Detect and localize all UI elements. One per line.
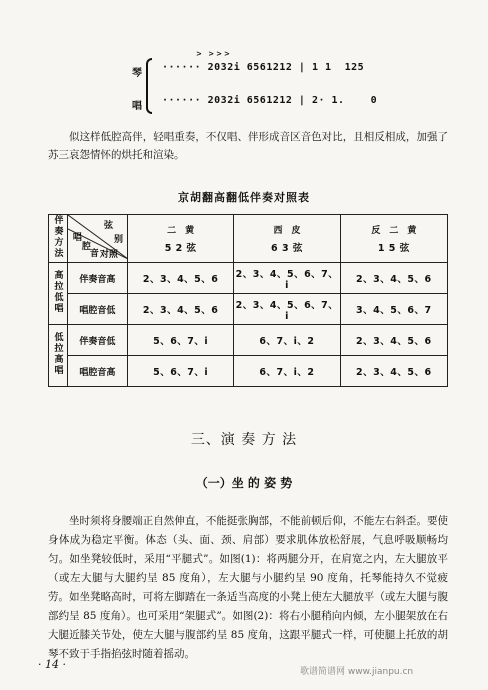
paragraph-2: 坐时须将身腰端正自然伸直，不能挺张胸部，不能前顿后仰，不能左右斜歪。要使身体成为稳定平衡。体态（头、面、颈、肩部）要求肌体放松舒展，气息呼吸顺畅均匀。如坐凳较低时，采用“平腿式”。如图(1)：将两腿分开，在肩宽之内，左大腿放平（或左大腿与大腿约呈 85 度角），左大腿与小腿约呈 90 度角，托琴能持久不觉疲劳。如坐凳略高时，可将左脚踏在一条适当高度的小凳上使左大腿放平（或左大腿与腹部约呈 85 度角）。也可采用“架腿式”。如图(2)：将右小腿稍向内倾，左小腿架放在右大腿近膝关节处，使左大腿与腹部约呈 85 度角，这跟平腿式一样，可使腿上托放的胡琴不致于手指掐弦时随着摇动。 [48,515,448,660]
comparison-table [48,214,448,387]
corner-duizhao: 对照 [99,250,118,260]
table-cell: 2、3、4、5、6、7、i [234,263,340,294]
header-fanerhuang: 反 二 黄 1 5 弦 [340,215,447,263]
row-label: 唱腔音低 [67,294,127,325]
section-title: 三、演 奏 方 法 [190,432,298,448]
corner-cell [67,215,127,263]
table-cell: 2、3、4、5、6 [340,356,447,387]
page-number: · 14 · [38,658,66,671]
corner-left-col: 伴奏方法 [49,215,68,263]
corner-bie: 别 [113,235,123,245]
table-cell: 2、3、4、5、6 [127,294,233,325]
table-cell: 2、3、4、5、6 [340,263,447,294]
group-high-low: 高拉低唱 [49,263,68,325]
corner-chang: 唱 [72,233,82,243]
table-cell: 2、3、4、5、6 [340,325,447,356]
row-label: 唱腔音高 [67,356,127,387]
score-lower-label: 唱 [132,101,142,112]
group-low-high: 低拉高唱 [49,325,68,387]
score-brace [146,58,152,114]
table-cell: 2、3、4、5、6、7、i [234,294,340,325]
corner-yin: 音 [89,249,99,259]
table-cell: 3、4、5、6、7 [340,294,447,325]
table-cell: 6、7、i、2 [234,356,340,387]
table-title: 京胡翻高翻低伴奏对照表 [178,191,310,204]
subsection-title: （一）坐 的 姿 势 [195,476,293,490]
header-erhuang: 二 黄 5 2 弦 [127,215,233,263]
table-cell: 5、6、7、i [127,356,233,387]
header-xipi: 西 皮 6 3 弦 [234,215,340,263]
accent-marks: > >>> [196,49,232,58]
table-cell: 2、3、4、5、6 [127,263,233,294]
score-upper-label: 琴 [132,68,142,79]
table-cell: 6、7、i、2 [234,325,340,356]
corner-qiang: 腔 [81,242,91,252]
watermark: 歌谱简谱网 www.jianpu.cn [300,667,414,677]
row-label: 伴奏音低 [67,325,127,356]
score-lower-line: ······ 2032i 6561212 | 2· 1. 0 [162,95,378,106]
score-upper-line: ······ 2032i 6561212 | 1 1 125 [162,62,365,73]
paragraph-1: 似这样低腔高伴，轻唱重奏，不仅唱、伴形成音区音色对比，且相反相成，加强了苏三哀怨情怀的烘托和渲染。 [48,131,448,161]
table-cell: 5、6、7、i [127,325,233,356]
row-label: 伴奏音高 [67,263,127,294]
corner-xian: 弦 [103,221,113,231]
